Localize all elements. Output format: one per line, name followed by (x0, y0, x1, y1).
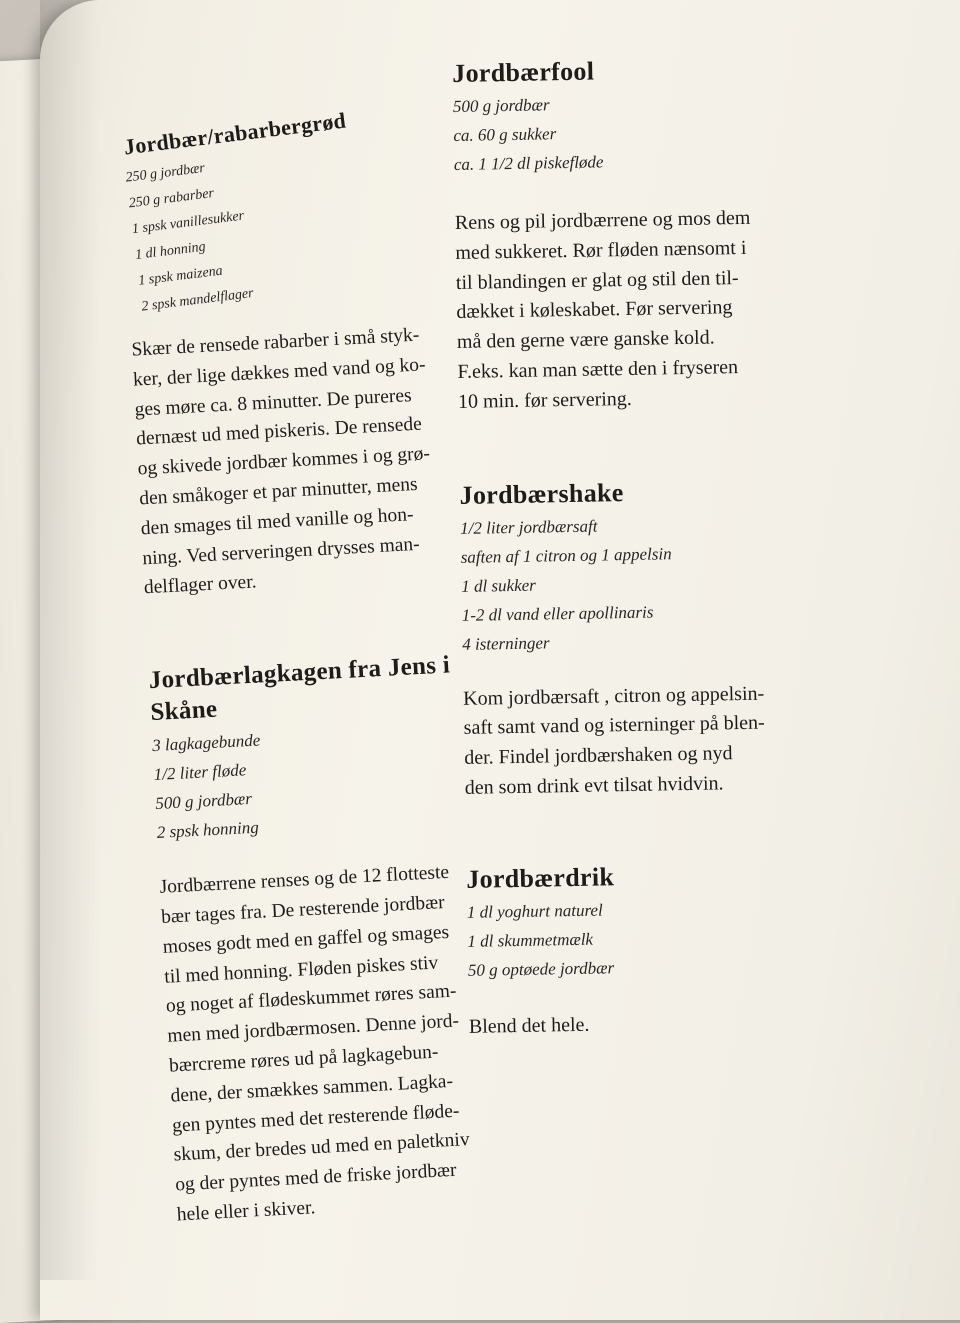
ingredient-list (152, 714, 498, 848)
ingredient: 4 isterninger (462, 632, 550, 654)
recipe-method (455, 202, 839, 417)
method-line: med sukkeret. Rør fløden nænsomt i (455, 236, 747, 264)
method-line: ning. Ved serveringen drysses man- (141, 533, 421, 569)
recipe-method (131, 318, 485, 604)
ingredient: saften af 1 citron og 1 appelsin (460, 543, 672, 567)
ingredient: 2 spsk honning (156, 817, 260, 843)
recipe-title: Jordbærshake (459, 477, 624, 510)
ingredient-list (453, 85, 834, 179)
ingredient: 1 dl sukker (461, 575, 536, 596)
ingredient: 1 spsk maizena (137, 263, 224, 289)
method-line: saft samt vand og isterninger på blen- (463, 712, 765, 740)
ingredient: 1 dl skummetmælk (467, 929, 594, 951)
recipe-title: Jordbærdrik (466, 862, 615, 894)
method-line: Rens og pil jordbærrene og mos dem (454, 206, 751, 234)
method-line: gen pyntes med det resterende fløde- (171, 1100, 460, 1137)
method-line: dernæst ud med piskeris. De rensede (135, 413, 423, 450)
recipe-title: Jordbærfool (452, 56, 595, 88)
ingredient-list (467, 891, 848, 985)
method-line: ker, der lige dækkes med vand og ko- (132, 354, 426, 391)
method-line: til blandingen er glat og stil den til- (455, 266, 739, 294)
ingredient: 250 g jordbær (124, 160, 206, 186)
method-line: den som drink evt tilsat hvidvin. (464, 772, 724, 799)
recipe-jordbaer-rabarbergrod (120, 91, 481, 321)
recipe-method (159, 855, 517, 1230)
recipe-jordbaerfool (452, 51, 838, 417)
ingredient: 1/2 liter fløde (153, 760, 247, 785)
method-line: må den gerne være ganske kold. (456, 326, 715, 354)
method-line: Jordbærrene renses og de 12 flotteste (159, 861, 450, 899)
right-column (452, 51, 849, 1042)
recipe-title: Jordbær/rabarbergrød (122, 107, 348, 160)
method-line: og der pyntes med de friske jordbær (174, 1159, 458, 1196)
method-line: moses godt med en gaffel og smages (162, 921, 450, 958)
recipe-jordbaershake (459, 473, 845, 804)
method-line: dene, der smækkes sammen. Lagka- (170, 1070, 454, 1107)
ingredient: 1/2 liter jordbærsaft (460, 516, 598, 538)
ingredient: 1 dl yoghurt naturel (466, 900, 603, 922)
method-line: dækket i køleskabet. Før servering (456, 296, 733, 324)
recipe-method (463, 678, 845, 804)
recipe-title: Jordbærlagkagen fra Jens i Skåne (148, 651, 451, 727)
ingredient: 500 g jordbær (154, 789, 253, 814)
ingredient: ca. 1 1/2 dl piskefløde (453, 152, 604, 174)
ingredient: 250 g rabarber (128, 186, 215, 212)
method-line: F.eks. kan man sætte den i fryseren (457, 356, 739, 383)
ingredient: 1-2 dl vand eller apollinaris (461, 602, 654, 625)
method-line: delflager over. (143, 571, 258, 599)
method-line: og noget af flødeskummet røres sam- (165, 980, 457, 1018)
method-line: til med honning. Fløden piskes stiv (163, 952, 439, 988)
ingredient-list (460, 507, 842, 659)
method-line: skum, der bredes ud med en paletkniv (173, 1129, 471, 1166)
ingredient: 1 dl honning (134, 239, 207, 263)
recipe-jordbaerdrik (466, 857, 849, 1042)
method-line: den smages til med vanille og hon- (140, 503, 415, 540)
method-line: 10 min. før servering. (457, 387, 633, 413)
ingredient: ca. 60 g sukker (453, 124, 557, 145)
ingredient: 1 spsk vanillesukker (131, 208, 245, 238)
method-line: den småkoger et par minutter, mens (138, 473, 419, 510)
ingredient: 50 g optøede jordbær (467, 958, 615, 980)
method-line: Blend det hele. (468, 1013, 590, 1038)
method-line: hele eller i skiver. (176, 1197, 316, 1226)
method-line: ges møre ca. 8 minutter. De pureres (134, 384, 413, 421)
method-line: bær tages fra. De resterende jordbær (160, 892, 446, 928)
method-line: Skær de rensede rabarber i små styk- (130, 324, 420, 361)
ingredient: 2 spsk mandelflager (140, 285, 255, 315)
method-line: og skivede jordbær kommes i og grø- (137, 443, 431, 480)
method-line: Kom jordbærsaft , citron og appelsin- (462, 682, 765, 710)
method-line: bærcreme røres ud på lagkagebun- (168, 1041, 439, 1077)
method-line: men med jordbærmosen. Denne jord- (166, 1010, 460, 1047)
ingredient: 500 g jordbær (452, 95, 550, 116)
ingredient: 3 lagkagebunde (151, 730, 261, 756)
recipe-jordbaerlagkagen (148, 648, 517, 1231)
method-line: der. Findel jordbærshaken og nyd (464, 742, 733, 770)
